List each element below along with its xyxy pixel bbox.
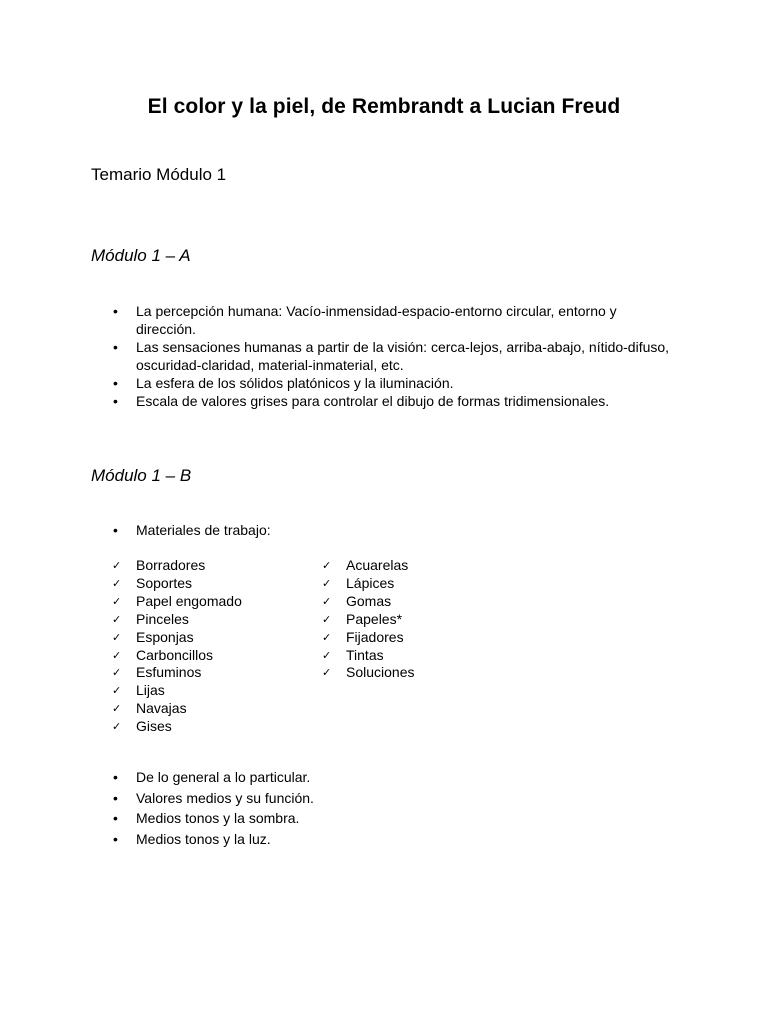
module-a-heading: Módulo 1 – A [91,246,191,265]
checklist-item-text: Esfuminos [136,664,202,681]
checklist-item-text: Soluciones [346,664,415,681]
document-subtitle: Temario Módulo 1 [91,165,227,184]
checklist-item [112,593,242,611]
check-icon: ✓ [322,594,332,608]
check-icon: ✓ [322,630,332,644]
checklist-item-text: Tintas [346,646,384,663]
checklist-item [112,682,242,700]
materials-left-checklist [112,557,242,736]
checklist-item [112,575,242,593]
list-item [0,302,768,338]
check-icon: ✓ [322,559,332,572]
checklist-item-text: Papeles* [346,610,403,627]
checklist-item [322,593,415,611]
list-item [0,521,768,539]
bullet-icon: • [113,830,118,847]
checklist-item [112,611,242,629]
checklist-item-text: Pinceles [136,610,189,627]
checklist-item [322,557,415,575]
checklist-item [112,664,242,682]
check-icon: ✓ [112,594,122,608]
checklist-item-text: Lijas [136,682,165,699]
checklist-item-text: Navajas [136,700,187,717]
checklist-item-text: Papel engomado [136,592,242,609]
list-item [0,767,768,788]
list-item [0,829,768,850]
list-item-text: Medios tonos y la luz. [136,830,271,847]
bullet-icon: • [113,769,118,785]
bullet-icon: • [113,810,118,826]
checklist-item [322,629,415,647]
document-title: El color y la piel, de Rembrandt a Lucian Freud [147,95,621,118]
bullet-icon: • [113,393,118,409]
list-item [0,374,768,392]
checklist-item [112,700,242,718]
check-icon: ✓ [112,559,122,572]
check-icon: ✓ [322,648,332,662]
checklist-item-text: Fijadores [346,628,404,645]
checklist-item-text: Lápices [346,574,395,591]
checklist-item-text: Gises [136,718,172,735]
check-icon: ✓ [112,702,122,716]
check-icon: ✓ [112,576,122,590]
checklist-item [112,629,242,647]
checklist-item [112,557,242,575]
list-item-text: La esfera de los sólidos platónicos y la iluminación. [136,375,454,391]
list-item-text: Las sensaciones humanas a partir de la visión: cerca-lejos, arriba-abajo, nítido-difuso, oscuridad-claridad, material-inmaterial, etc. [136,339,670,373]
check-icon: ✓ [322,666,332,680]
bullet-icon: • [113,375,118,391]
bullet-icon: • [113,303,118,319]
check-icon: ✓ [112,648,122,662]
list-item-text: Escala de valores grises para controlar el dibujo de formas tridimensionales. [136,393,610,409]
bullet-icon: • [113,522,118,538]
checklist-item-text: Carboncillos [136,646,214,663]
checklist-item [322,664,415,682]
bullet-icon: • [113,789,118,806]
checklist-item-text: Acuarelas [346,557,409,573]
list-item-text: De lo general a lo particular. [136,769,311,785]
list-item [0,788,768,809]
check-icon: ✓ [112,720,122,734]
module-a-list [0,302,768,410]
check-icon: ✓ [112,666,122,680]
check-icon: ✓ [112,612,122,626]
check-icon: ✓ [322,576,332,590]
module-b-intro-list [0,521,768,539]
module-b-list [0,767,768,849]
checklist-item [112,718,242,736]
list-item [0,808,768,829]
list-item-text: Medios tonos y la sombra. [136,810,300,826]
check-icon: ✓ [112,684,122,698]
checklist-item [112,647,242,665]
module-b-heading: Módulo 1 – B [91,466,192,485]
list-item [0,338,768,374]
list-item-text: Materiales de trabajo: [136,522,271,538]
check-icon: ✓ [322,612,332,626]
materials-right-checklist [322,557,415,682]
checklist-item-text: Esponjas [136,628,194,645]
checklist-item [322,575,415,593]
checklist-item [322,647,415,665]
list-item-text: La percepción humana: Vacío-inmensidad-espacio-entorno circular, entorno y dirección. [136,303,617,337]
checklist-item-text: Gomas [346,592,392,609]
checklist-item-text: Soportes [136,574,193,591]
list-item-text: Valores medios y su función. [136,789,314,806]
checklist-item-text: Borradores [136,557,206,573]
bullet-icon: • [113,339,118,355]
list-item [0,392,768,410]
check-icon: ✓ [112,630,122,644]
checklist-item [322,611,415,629]
